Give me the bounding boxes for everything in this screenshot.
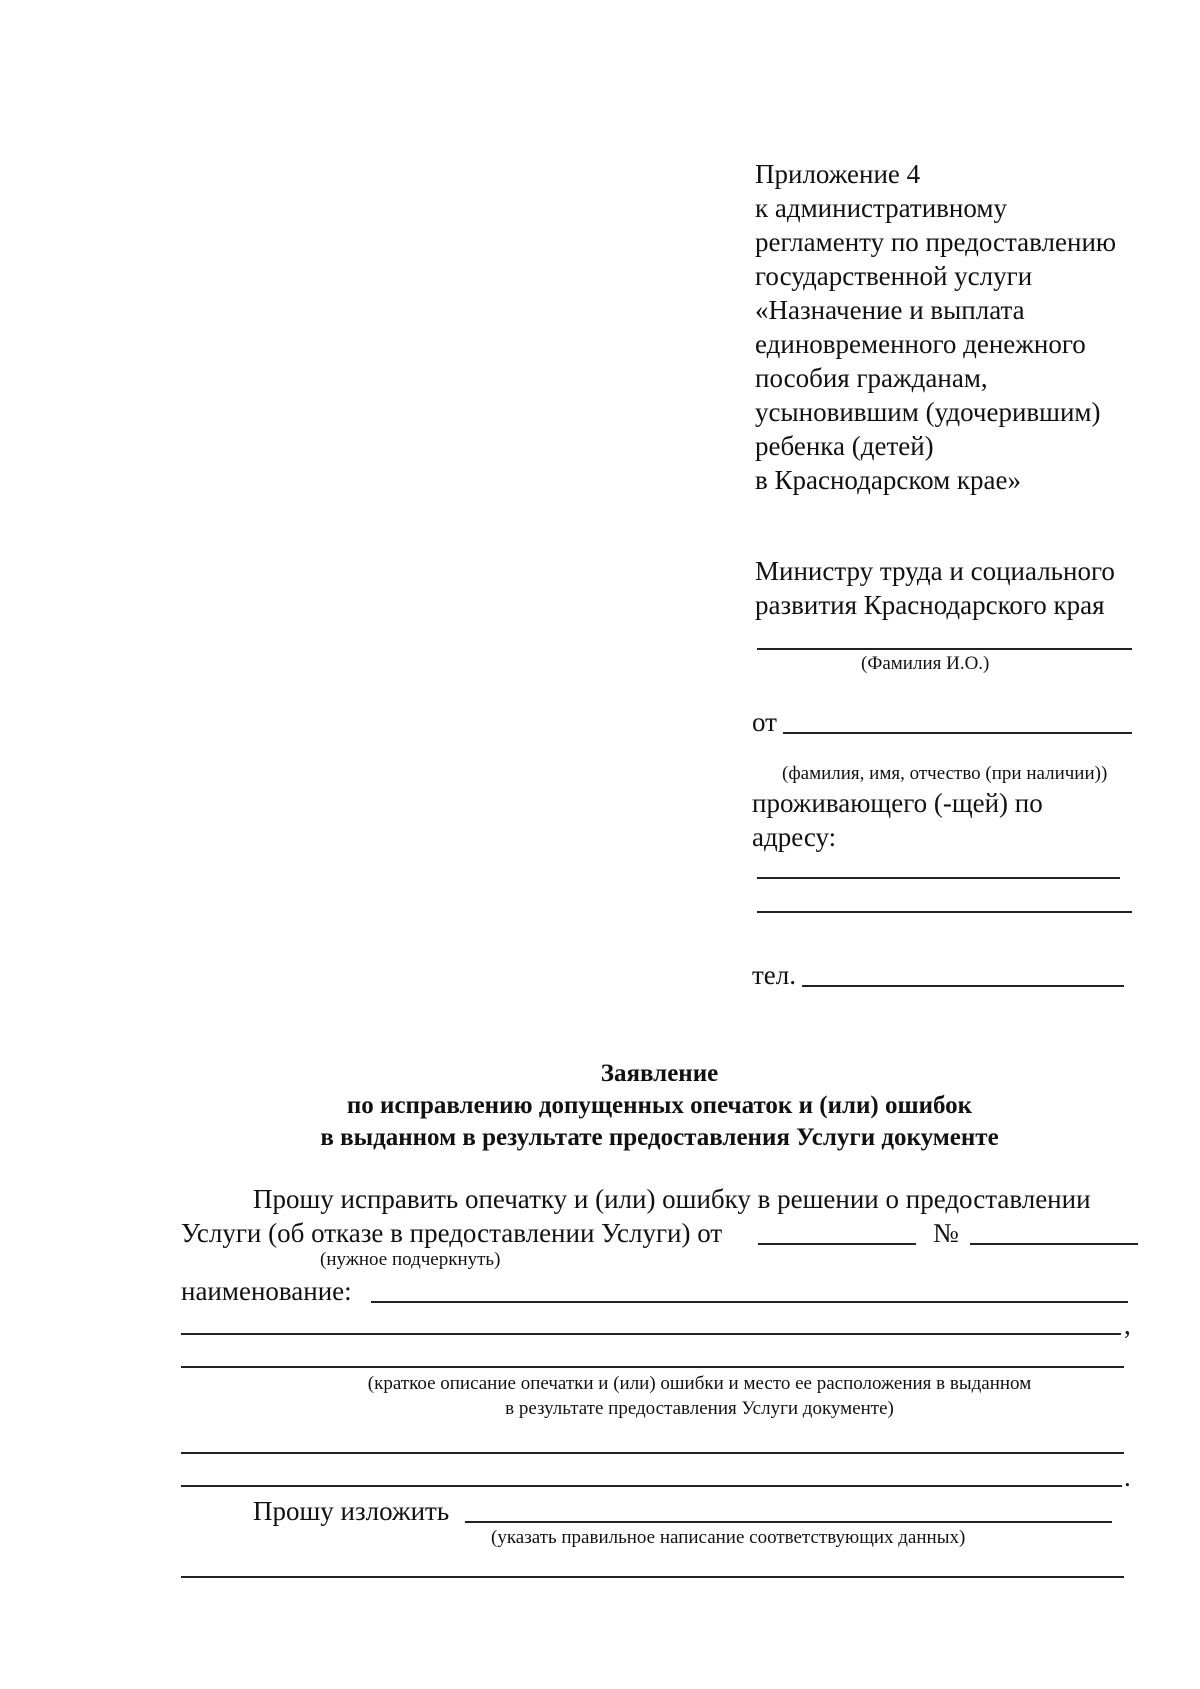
phone-field[interactable] — [802, 985, 1124, 987]
appendix-line: Приложение 4 — [755, 159, 921, 189]
appendix-line: «Назначение и выплата — [755, 295, 1025, 325]
address-field-1[interactable] — [757, 877, 1120, 879]
appendix-line: пособия гражданам, — [755, 363, 988, 393]
description-field-2[interactable] — [181, 1452, 1124, 1454]
name-label: наименование: — [181, 1276, 352, 1306]
address-field-2[interactable] — [757, 911, 1132, 913]
correct-data-field[interactable] — [465, 1521, 1112, 1523]
appendix-line: единовременного денежного — [755, 329, 1086, 359]
from-field[interactable] — [783, 732, 1132, 734]
addressee-line: развития Краснодарского края — [755, 590, 1105, 620]
name-field-continuation[interactable] — [181, 1333, 1121, 1335]
state-caption: (указать правильное написание соответствующих данных) — [491, 1527, 966, 1548]
minister-name-field[interactable] — [757, 648, 1132, 650]
appendix-line: в Краснодарском крае» — [755, 465, 1022, 495]
from-caption: (фамилия, имя, отчество (при наличии)) — [782, 763, 1108, 784]
phone-label: тел. — [752, 960, 797, 990]
description-field-3[interactable] — [181, 1485, 1122, 1487]
decision-date-field[interactable] — [758, 1243, 916, 1245]
title-line: Заявление — [600, 1060, 719, 1087]
from-label: от — [752, 707, 777, 737]
appendix-line: усыновившим (удочерившим) — [755, 397, 1101, 427]
description-caption: в результате предоставления Услуги документе) — [505, 1398, 894, 1419]
number-sign: № — [933, 1218, 959, 1248]
underline-hint: (нужное подчеркнуть) — [320, 1249, 501, 1270]
address-label: адресу: — [752, 822, 837, 852]
appendix-line: регламенту по предоставлению — [755, 227, 1117, 257]
appendix-line: к административному — [755, 193, 1007, 223]
description-field[interactable] — [181, 1366, 1124, 1368]
period: . — [1124, 1462, 1131, 1492]
name-field[interactable] — [371, 1301, 1128, 1303]
state-label: Прошу изложить — [253, 1496, 450, 1526]
decision-number-field[interactable] — [970, 1243, 1138, 1245]
residing-label: проживающего (-щей) по — [752, 788, 1043, 818]
appendix-line: государственной услуги — [755, 261, 1033, 291]
addressee-line: Министру труда и социального — [755, 556, 1115, 586]
title-line: в выданном в результате предоставления Услуги документе — [320, 1124, 999, 1151]
name-caption: (Фамилия И.О.) — [861, 653, 990, 674]
comma: , — [1124, 1310, 1131, 1340]
description-caption: (краткое описание опечатки и (или) ошибки и место ее расположения в выданном — [367, 1373, 1032, 1394]
request-text: Услуги (об отказе в предоставлении Услуги) от — [181, 1218, 723, 1248]
request-text: Прошу исправить опечатку и (или) ошибку в решении о предоставлении — [253, 1184, 1091, 1214]
appendix-line: ребенка (детей) — [755, 431, 934, 461]
title-line: по исправлению допущенных опечаток и (или) ошибок — [346, 1092, 973, 1119]
correct-data-field-2[interactable] — [181, 1576, 1124, 1578]
